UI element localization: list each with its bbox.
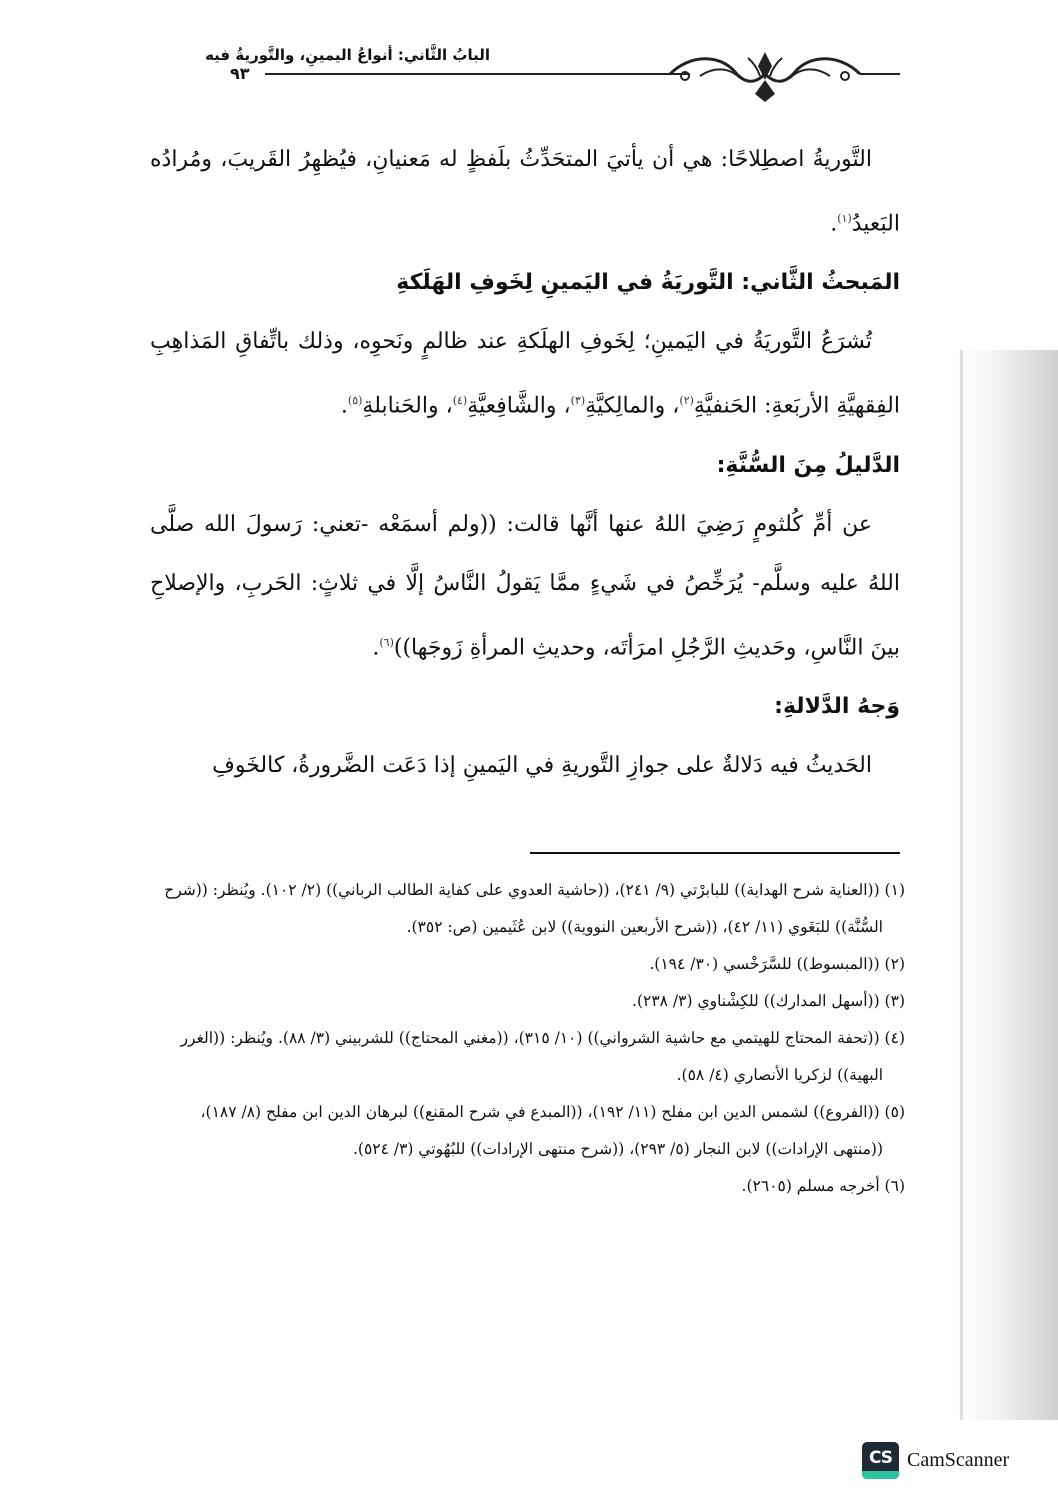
footnote-ref-4[interactable]: (٤): [452, 394, 468, 408]
footnote-4: (٤) ((تحفة المحتاج للهيتمي مع حاشية الشرواني)) (١٠/ ٣١٥)، ((مغني المحتاج)) للشربيني (٣/ ٨٨). ويُنظر: ((الغرر البهية)) لزكريا الأنصاري (٤/ ٥٨).: [180, 1029, 905, 1084]
footnote-separator: [530, 852, 900, 854]
page-number: ٩٣: [230, 64, 250, 83]
footnote-6: (٦) أخرجه مسلم (٢٦٠٥).: [741, 1177, 905, 1195]
page-edge-line: [960, 350, 963, 1420]
camscanner-brand: CamScanner: [907, 1449, 1010, 1471]
hadith-paragraph: عن أمِّ كُلثومٍ رَضِيَ اللهُ عنها أنَّها قالت: ((ولم أسمَعْه -تعني: رَسولَ الله صلَّى اللهُ عليه وسلَّم- يُرَخِّصُ في شَيءٍ ممَّا يَقولُ النَّاسُ إلَّا في ثلاثٍ: الحَربِ، والإصلاحِ بينَ النَّاسِ، وحَديثِ الرَّجُلِ امرَأتَه، وحديثِ المرأةِ زَوجَها))$^{(٦)}$.: [150, 511, 900, 660]
footnote-ref-5[interactable]: (٥): [347, 394, 363, 408]
footnote-5: (٥) ((الفروع)) لشمس الدين ابن مفلح (١١/ ١٩٢)، ((المبدع في شرح المقنع)) لبرهان الدين ابن مفلح (٨/ ١٨٧)، ((منتهى الإرادات)) لابن النجار (٥/ ٢٩٣)، ((شرح منتهى الإرادات)) للبُهُوتي (٣/ ٥٢٤).: [200, 1103, 905, 1158]
footnote-ref-1[interactable]: (١): [837, 212, 852, 225]
header-rule: [265, 73, 690, 75]
running-title: البابُ الثَّاني: أنواعُ اليمينِ، والتَّوريةُ فيه: [205, 46, 490, 64]
footnote-ref-2[interactable]: (٢): [679, 394, 694, 408]
evidence-heading: الدَّليلُ مِنَ السُّنَّةِ:: [716, 452, 900, 478]
definition-paragraph: التَّوريةُ اصطِلاحًا: هي أن يأتيَ المتحَدِّثُ بلَفظٍ له مَعنيانِ، فيُظهِرُ القَريبَ، ومُرادُه البَعيدُ$^{(١)}$.: [150, 147, 900, 237]
definition-text: التَّوريةُ اصطِلاحًا: هي أن يأتيَ المتحَدِّثُ بلَفظٍ له مَعنيانِ، فيُظهِرُ القَريبَ، ومُرادُه البَعيدُ: [150, 147, 900, 237]
page-edge-shadow: [953, 350, 1058, 1420]
inference-paragraph: الحَديثُ فيه دَلالةٌ على جوازِ التَّوريةِ في اليَمينِ إذا دَعَت الضَّرورةُ، كالخَوفِ: [212, 752, 872, 778]
footnote-2: (٢) ((المبسوط)) للسَّرَخْسي (٣٠/ ١٩٤).: [649, 955, 905, 973]
footnote-3: (٣) ((أسهل المدارك)) للكِشْناوي (٣/ ٢٣٨).: [632, 992, 905, 1010]
body-text: [150, 130, 900, 795]
section-heading: المَبحثُ الثَّاني: التَّوريَةُ في اليَمينِ لِخَوفِ الهَلَكةِ: [396, 270, 900, 296]
footnotes: [150, 872, 905, 1205]
footnote-1: (١) ((العناية شرح الهداية)) للبابرْتي (٩/ ٢٤١)، ((حاشية العدوي على كفاية الطالب الرباني)) (٢/ ١٠٢). ويُنظر: ((شرح السُّنَّة)) للبَغَوي (١١/ ٤٢)، ((شرح الأربعين النووية)) لابن عُثَيمين (ص: ٣٥٢).: [164, 881, 905, 936]
footnote-ref-6[interactable]: (٦): [379, 635, 394, 649]
inference-heading: وَجهُ الدَّلالةِ:: [774, 693, 900, 719]
camscanner-logo-icon: CS: [862, 1442, 899, 1479]
ornament-icon: [660, 44, 870, 104]
footnote-ref-3[interactable]: (٣): [570, 394, 586, 408]
ruling-paragraph: تُشرَعُ التَّوريَةُ في اليَمينِ؛ لِخَوفِ الهلَكةِ عند ظالمٍ ونَحوِه، وذلك باتِّفاقِ المَذاهِبِ الفِقهيَّةِ الأربَعةِ: الحَنفيَّةِ$^{(٢)}$، والمالِكيَّةِ$^{(٣)}$، والشَّافِعيَّةِ$^{(٤)}$، والحَنابلةِ$^{(٥)}$.: [150, 329, 900, 419]
